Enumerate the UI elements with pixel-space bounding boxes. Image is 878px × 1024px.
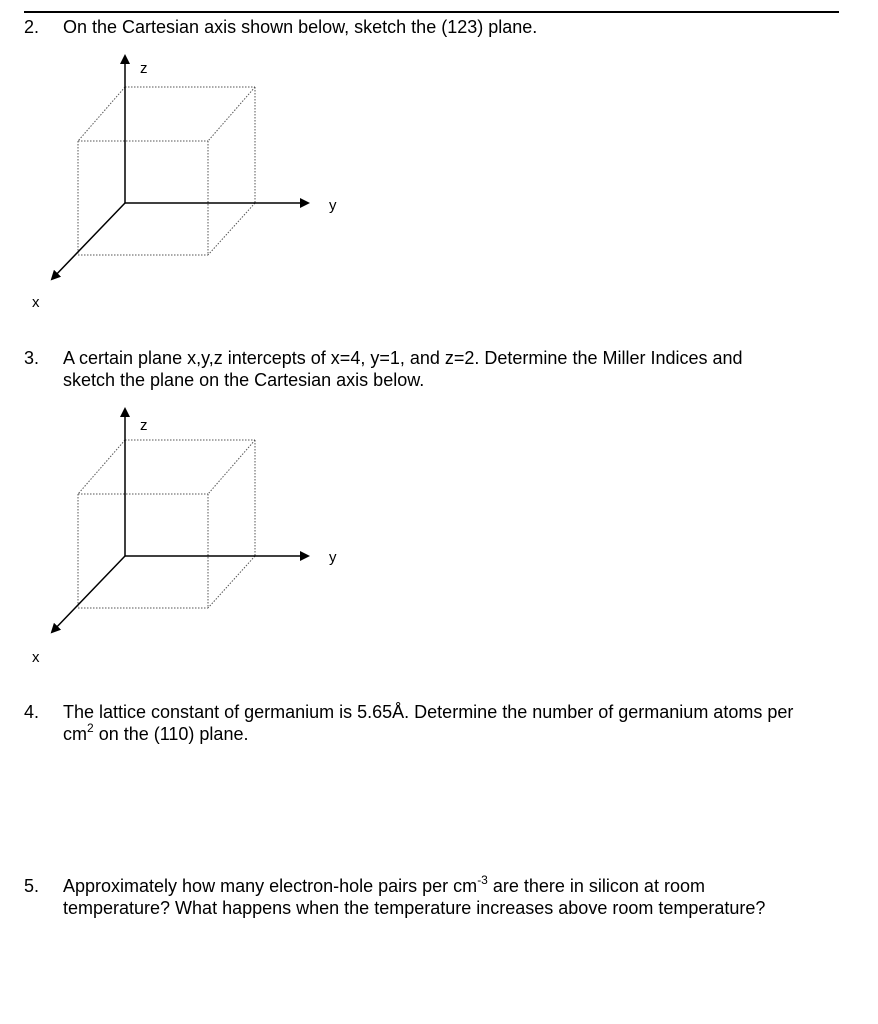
question-number: 5. bbox=[24, 876, 40, 896]
question-line: On the Cartesian axis shown below, sketch the (123) plane. bbox=[63, 17, 538, 37]
question-line-start: Approximately how many electron-hole pairs per cm bbox=[63, 876, 478, 896]
question-line: A certain plane x,y,z intercepts of x=4, y=1, and z=2. Determine the Miller Indices and bbox=[63, 348, 743, 368]
z-axis-label: z bbox=[140, 417, 148, 434]
unit-text: cm bbox=[63, 724, 87, 744]
cube-edge bbox=[78, 440, 125, 494]
y-axis-label: y bbox=[329, 197, 337, 214]
z-axis-label: z bbox=[140, 60, 148, 77]
top-rule bbox=[24, 11, 839, 13]
question-number: 4. bbox=[24, 702, 40, 722]
cube-edge bbox=[208, 440, 255, 494]
question-line-rest: are there in silicon at room bbox=[487, 876, 705, 896]
cube-axes-drawing bbox=[0, 50, 420, 320]
question-line: temperature? What happens when the temperature increases above room temperature? bbox=[63, 898, 766, 918]
question-text bbox=[63, 875, 765, 919]
cube-edge bbox=[208, 556, 255, 608]
question-line bbox=[63, 875, 765, 897]
x-axis bbox=[52, 556, 125, 632]
cube-axes-drawing bbox=[0, 403, 420, 673]
x-axis bbox=[52, 203, 125, 279]
cube-edge bbox=[208, 203, 255, 255]
unit-exponent: 2 bbox=[87, 721, 94, 735]
question-number: 2. bbox=[24, 17, 40, 37]
unit-exponent: -3 bbox=[477, 873, 488, 887]
question-line-rest: on the (110) plane. bbox=[93, 724, 249, 744]
x-axis-label: x bbox=[32, 649, 40, 666]
cube-edge bbox=[78, 87, 125, 141]
cartesian-axis-diagram-2 bbox=[0, 403, 420, 673]
question-line: The lattice constant of germanium is 5.65Å. Determine the number of germanium atoms per bbox=[63, 702, 794, 722]
cartesian-axis-diagram-1 bbox=[0, 50, 420, 320]
question-text bbox=[63, 347, 743, 391]
question-text bbox=[63, 701, 793, 745]
question-number: 3. bbox=[24, 348, 40, 368]
question-text bbox=[63, 16, 537, 38]
y-axis-label: y bbox=[329, 549, 337, 566]
x-axis-label: x bbox=[32, 294, 40, 311]
question-line: sketch the plane on the Cartesian axis below. bbox=[63, 370, 425, 390]
cube-edge bbox=[208, 87, 255, 141]
question-line bbox=[63, 723, 793, 745]
